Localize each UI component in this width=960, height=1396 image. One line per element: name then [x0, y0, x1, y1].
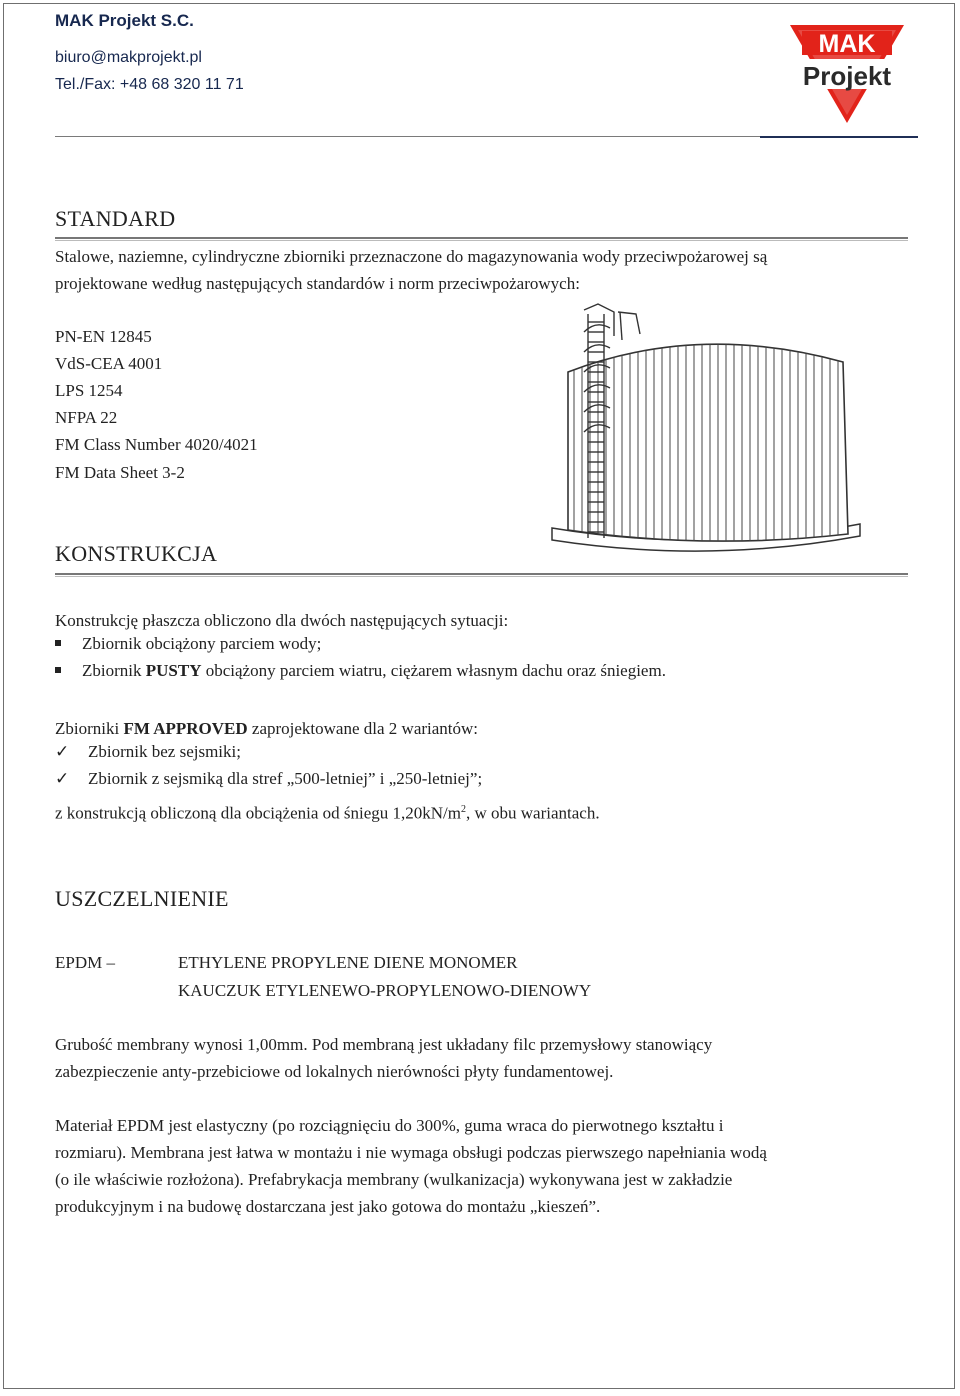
company-name: MAK Projekt S.C.: [55, 11, 194, 30]
membrane-paragraph-2: Materiał EPDM jest elastyczny (po rozciągnięciu do 300%, guma wraca do pierwotnego kształtu i rozmiaru). Membrana jest łatwa w montażu i nie wymaga obsługi podczas pierwszego napełniania wodą (o ile właściwie rozłożona). Prefabrykacja membrany (wulkanizacja) wykonywana jest w zakładzie produkcyjnym i na budowę dostarczana jest jako gotowa do montażu „kieszeń”.: [55, 1116, 767, 1216]
square-bullet-icon: [55, 667, 61, 673]
list-item: Zbiornik PUSTY obciążony parciem wiatru, ciężarem własnym dachu oraz śniegiem.: [55, 661, 666, 681]
norm-item: FM Class Number 4020/4021: [55, 435, 258, 454]
list-item: Zbiornik obciążony parciem wody;: [55, 634, 321, 654]
epdm-abbr: EPDM –: [55, 953, 115, 972]
water-tank-illustration: [548, 302, 868, 552]
norm-item: FM Data Sheet 3-2: [55, 463, 185, 482]
epdm-name-pl: KAUCZUK ETYLENEWO-PROPYLENOWO-DIENOWY: [178, 981, 592, 1000]
konstrukcja-intro: Konstrukcję płaszcza obliczono dla dwóch następujących sytuacji:: [55, 611, 509, 630]
company-email: biuro@makprojekt.pl: [55, 49, 202, 66]
norm-item: PN-EN 12845: [55, 327, 152, 346]
epdm-name-en: ETHYLENE PROPYLENE DIENE MONOMER: [178, 953, 518, 972]
check-icon: ✓: [55, 742, 70, 761]
snow-load-note: z konstrukcją obliczoną dla obciążenia od śniegu $1,20kN/m^2$, w obu wariantach.: [55, 803, 600, 823]
logo-text-mak: MAK: [818, 30, 876, 58]
norm-item: LPS 1254: [55, 381, 123, 400]
norm-item: NFPA 22: [55, 408, 118, 427]
section-heading-uszczelnienie: USZCZELNIENIE: [55, 886, 229, 911]
fm-approved-intro: Zbiorniki FM APPROVED zaprojektowane dla 2 wariantów:: [55, 719, 479, 738]
section-rule: [55, 237, 908, 241]
logo-text-projekt: Projekt: [802, 61, 892, 91]
section-heading-konstrukcja: KONSTRUKCJA: [55, 541, 218, 566]
standard-intro-line-2: projektowane według następujących standardów i norm przeciwpożarowych:: [55, 274, 580, 293]
membrane-paragraph-1: Grubość membrany wynosi 1,00mm. Pod membraną jest układany filc przemysłowy stanowiący zabezpieczenie anty-przebiciowe od lokalnych nierówności płyty fundamentowej.: [55, 1035, 713, 1081]
section-heading-standard: STANDARD: [55, 206, 176, 231]
standard-intro-line-1: Stalowe, naziemne, cylindryczne zbiorniki przeznaczone do magazynowania wody przeciwpożarowej są: [55, 247, 768, 266]
list-item: ✓ Zbiornik z sejsmiką dla stref „500-letniej” i „250-letniej”;: [55, 769, 483, 788]
mak-projekt-logo: [788, 23, 906, 125]
norm-item: VdS-CEA 4001: [55, 354, 163, 373]
company-phone: Tel./Fax: +48 68 320 11 71: [55, 76, 244, 93]
check-icon: ✓: [55, 769, 70, 788]
header-divider-accent: [760, 136, 918, 138]
list-item: ✓ Zbiornik bez sejsmiki;: [55, 742, 241, 761]
section-rule: [55, 573, 908, 577]
square-bullet-icon: [55, 640, 61, 646]
